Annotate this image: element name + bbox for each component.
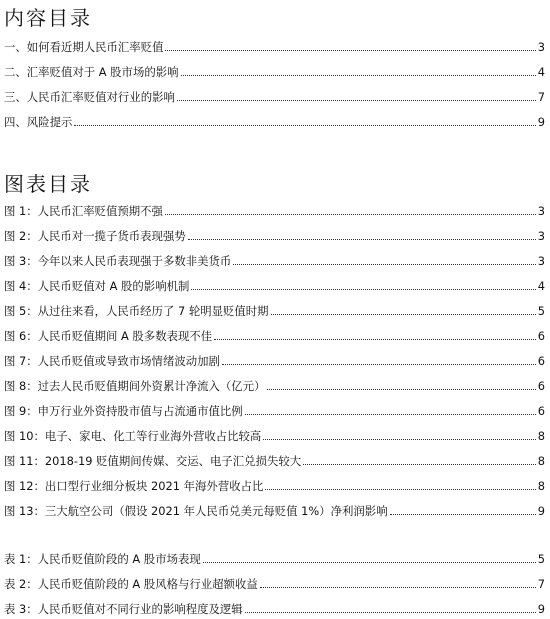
- dot-leader: [245, 414, 536, 415]
- entry-label: 图 3：今年以来人民币表现强于多数非美货币: [4, 254, 232, 268]
- entry-page-number: 8: [537, 454, 545, 468]
- entry-page-number: 9: [537, 115, 545, 129]
- entry-page-number: 3: [537, 254, 545, 268]
- entry-label: 图 8：过去人民币贬值期间外资累计净流入（亿元）: [4, 379, 266, 393]
- figure-entry-6[interactable]: [4, 327, 545, 343]
- contents-entry-2[interactable]: [4, 63, 545, 79]
- dot-leader: [177, 100, 536, 101]
- entry-label: 图 7：人民币贬值或导致市场情绪波动加剧: [4, 354, 220, 368]
- entry-label: 图 5：从过往来看，人民币经历了 7 轮明显贬值时期: [4, 304, 269, 318]
- entry-page-number: 8: [537, 429, 545, 443]
- entry-page-number: 3: [537, 40, 545, 54]
- contents-heading: 内容目录: [4, 6, 92, 30]
- entry-page-number: 6: [537, 354, 545, 368]
- entry-page-number: 4: [537, 279, 545, 293]
- figure-entry-9[interactable]: [4, 402, 545, 418]
- figure-entry-2[interactable]: [4, 227, 545, 243]
- entry-label: 四、风险提示: [4, 115, 73, 129]
- table-entry-2[interactable]: [4, 575, 545, 591]
- entry-label: 图 9：申万行业外资持股市值与占流通市值比例: [4, 404, 243, 418]
- entry-label: 图 6：人民币贬值期间 A 股多数表现不佳: [4, 329, 213, 343]
- figure-entry-12[interactable]: [4, 477, 545, 493]
- dot-leader: [267, 389, 535, 390]
- dot-leader: [181, 75, 536, 76]
- dot-leader: [245, 612, 536, 613]
- entry-label: 图 2：人民币对一揽子货币表现强势: [4, 229, 186, 243]
- entry-label: 三、人民币汇率贬值对行业的影响: [4, 90, 175, 104]
- entry-page-number: 3: [537, 204, 545, 218]
- entry-page-number: 3: [537, 229, 545, 243]
- entry-label: 表 1：人民币贬值阶段的 A 股市场表现: [4, 552, 201, 566]
- dot-leader: [390, 514, 536, 515]
- entry-page-number: 9: [537, 602, 545, 616]
- entry-label: 二、汇率贬值对于 A 股市场的影响: [4, 65, 179, 79]
- table-entry-3[interactable]: [4, 600, 545, 616]
- contents-entry-4[interactable]: [4, 113, 545, 129]
- entry-label: 图 13：三大航空公司（假设 2021 年人民币兑美元每贬值 1%）净利润影响: [4, 504, 388, 518]
- figure-entry-10[interactable]: [4, 427, 545, 443]
- entry-page-number: 8: [537, 479, 545, 493]
- contents-entry-3[interactable]: [4, 88, 545, 104]
- entry-page-number: 9: [537, 504, 545, 518]
- figures-heading: 图表目录: [4, 172, 92, 196]
- figure-entry-11[interactable]: [4, 452, 545, 468]
- dot-leader: [203, 562, 536, 563]
- figure-entry-13[interactable]: [4, 502, 545, 518]
- entry-label: 图 12：出口型行业细分板块 2021 年海外营收占比: [4, 479, 264, 493]
- dot-leader: [165, 50, 535, 51]
- dot-leader: [265, 489, 535, 490]
- dot-leader: [271, 314, 536, 315]
- entry-label: 图 1：人民币汇率贬值预期不强: [4, 204, 163, 218]
- entry-page-number: 6: [537, 329, 545, 343]
- entry-page-number: 6: [537, 379, 545, 393]
- dot-leader: [165, 214, 536, 215]
- entry-page-number: 5: [537, 552, 545, 566]
- dot-leader: [260, 587, 536, 588]
- dot-leader: [214, 339, 536, 340]
- figure-entry-1[interactable]: [4, 202, 545, 218]
- figure-entry-7[interactable]: [4, 352, 545, 368]
- entry-page-number: 7: [537, 577, 545, 591]
- entry-page-number: 5: [537, 304, 545, 318]
- entry-page-number: 4: [537, 65, 545, 79]
- dot-leader: [74, 125, 535, 126]
- dot-leader: [191, 289, 535, 290]
- entry-label: 表 2：人民币贬值阶段的 A 股风格与行业超额收益: [4, 577, 258, 591]
- entry-label: 图 10：电子、家电、化工等行业海外营收占比较高: [4, 429, 262, 443]
- dot-leader: [303, 464, 536, 465]
- entry-page-number: 6: [537, 404, 545, 418]
- entry-label: 图 4：人民币贬值对 A 股的影响机制: [4, 279, 190, 293]
- entry-label: 图 11：2018-19 贬值期间传媒、交运、电子汇兑损失较大: [4, 454, 302, 468]
- figure-entry-5[interactable]: [4, 302, 545, 318]
- table-entry-1[interactable]: [4, 550, 545, 566]
- dot-leader: [188, 239, 536, 240]
- contents-entry-1[interactable]: [4, 38, 545, 54]
- figure-entry-3[interactable]: [4, 252, 545, 268]
- entry-label: 一、如何看近期人民币汇率贬值: [4, 40, 164, 54]
- dot-leader: [263, 439, 535, 440]
- figure-entry-4[interactable]: [4, 277, 545, 293]
- dot-leader: [222, 364, 536, 365]
- entry-page-number: 7: [537, 90, 545, 104]
- figure-entry-8[interactable]: [4, 377, 545, 393]
- entry-label: 表 3：人民币贬值对不同行业的影响程度及逻辑: [4, 602, 243, 616]
- dot-leader: [233, 264, 535, 265]
